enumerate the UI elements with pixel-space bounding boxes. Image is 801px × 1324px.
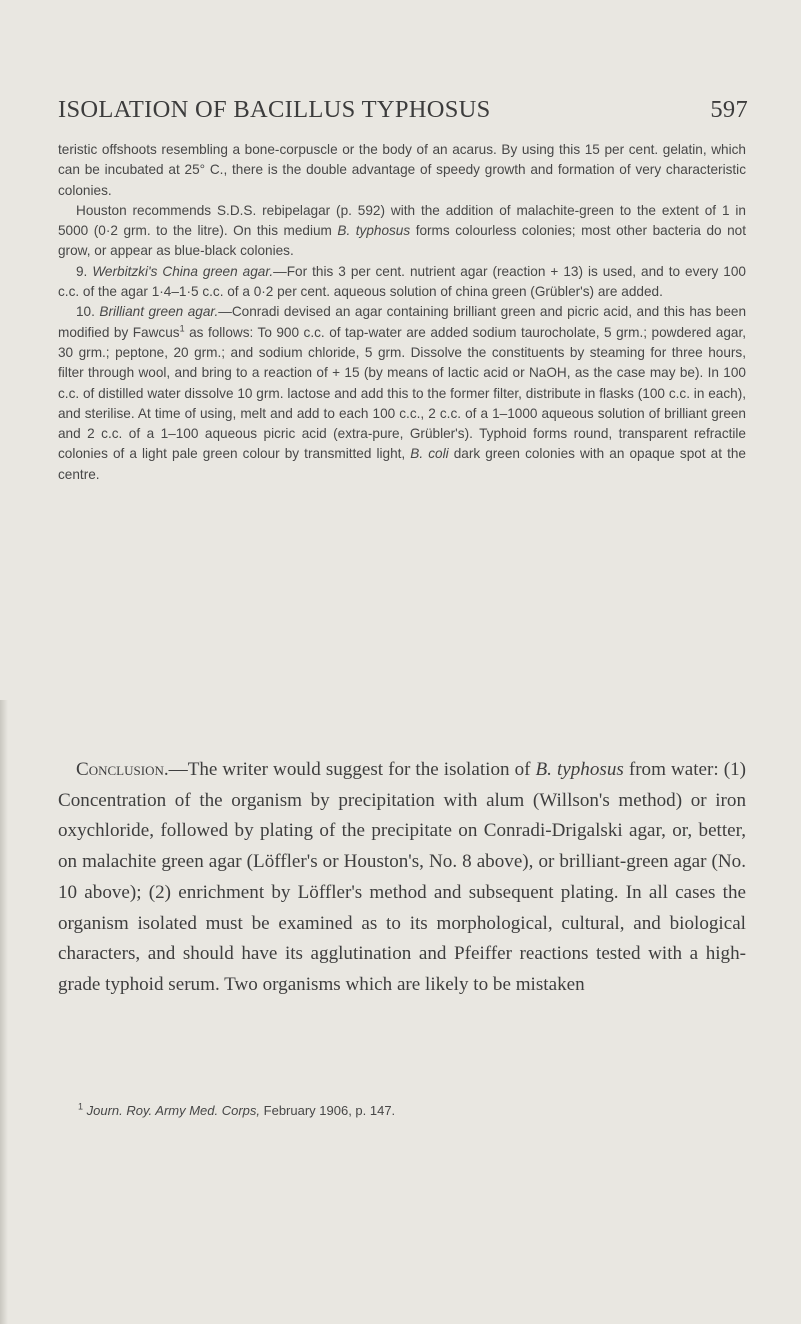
paragraph-brilliant-green: 10. Brilliant green agar.—Conradi devised an agar containing brilliant green and picric acid, and this has been modified by Fawcus$^1$ as follows: To 900 c.c. of tap-water are added sodium taurocholate, 5 grm.; powdered agar, 30 grm.; peptone, 20 grm.; and sodium chloride, 5 grm. Dissolve the constituents by steaming for three hours, filter through wool, and bring to a reaction of + 15 (by means of lactic acid or NaOH, as the case may be). In 100 c.c. of distilled water dissolve 10 grm. lactose and add this to the former filter, distribute in flasks (100 c.c. in each), and sterilise. At time of using, melt and add to each 100 c.c., 2 c.c. of a 1–1000 aqueous solution of brilliant green and 2 c.c. of a 1–100 aqueous picric acid (extra-pure, Grübler's). Typhoid forms round, transparent refractile colonies of a light pale green colour by transmitted light, B. coli dark green colonies with an opaque spot at the centre.	[58, 304, 746, 482]
paragraph-houston: Houston recommends S.D.S. rebipelagar (p. 592) with the addition of malachite-green to the extent of 1 in 5000 (0·2 grm. to the litre). On this medium B. typhosus forms colourless colonies; most other bacteria do not grow, or appear as blue-black colonies.	[58, 202, 747, 259]
running-header	[58, 96, 748, 132]
page-number: 597	[710, 96, 748, 123]
page-spine-shadow	[0, 700, 8, 1324]
journal-title: Journ. Roy. Army Med. Corps,	[86, 1103, 261, 1118]
footnote-marker: 1	[179, 323, 185, 334]
conclusion-heading: Conclusion.	[76, 759, 169, 780]
conclusion-block	[58, 755, 746, 1001]
paragraph-werbitzki: 9. Werbitzki's China green agar.—For this 3 per cent. nutrient agar (reaction + 13) is used, and to every 100 c.c. of the agar 1·4–1·5 c.c. of a 0·2 per cent. aqueous solution of china green (Grübler's) are added.	[58, 263, 746, 300]
item-number: 9.	[76, 263, 93, 279]
paragraph-conclusion: Conclusion.—The writer would suggest for the isolation of B. typhosus from water: (1) Concentration of the organism by precipitation with alum (Willson's method) or iron oxychloride, followed by plating of the precipitate on Conradi-Drigalski agar, or, better, on malachite green agar (Löffler's or Houston's, No. 8 above), or brilliant-green agar (No. 10 above); (2) enrichment by Löffler's method and subsequent plating. In all cases the organism isolated must be examined as to its morphological, cultural, and biological characters, and should have its agglutination and Pfeiffer reactions tested with a high-grade typhoid serum. Two organisms which are likely to be mistaken	[58, 759, 746, 995]
item-number: 10.	[76, 304, 100, 320]
species-name: B. typhosus	[535, 759, 624, 780]
running-title: ISOLATION OF BACILLUS TYPHOSUS	[58, 96, 491, 123]
medium-name: Werbitzki's China green agar.	[92, 263, 274, 279]
small-print-block	[58, 140, 746, 485]
species-name: B. coli	[410, 446, 449, 462]
paragraph-continuation: teristic offshoots resembling a bone-corpuscle or the body of an acarus. By using this 15 per cent. gelatin, which can be incubated at 25° C., there is the double advantage of speedy growth and formation of very characteristic colonies.	[58, 142, 746, 198]
species-name: B. typhosus	[337, 223, 411, 239]
footnote-number: 1	[78, 1101, 84, 1112]
footnote: $^1$ Journ. Roy. Army Med. Corps, February 1906, p. 147.	[78, 1101, 396, 1118]
medium-name: Brilliant green agar.	[99, 304, 219, 320]
